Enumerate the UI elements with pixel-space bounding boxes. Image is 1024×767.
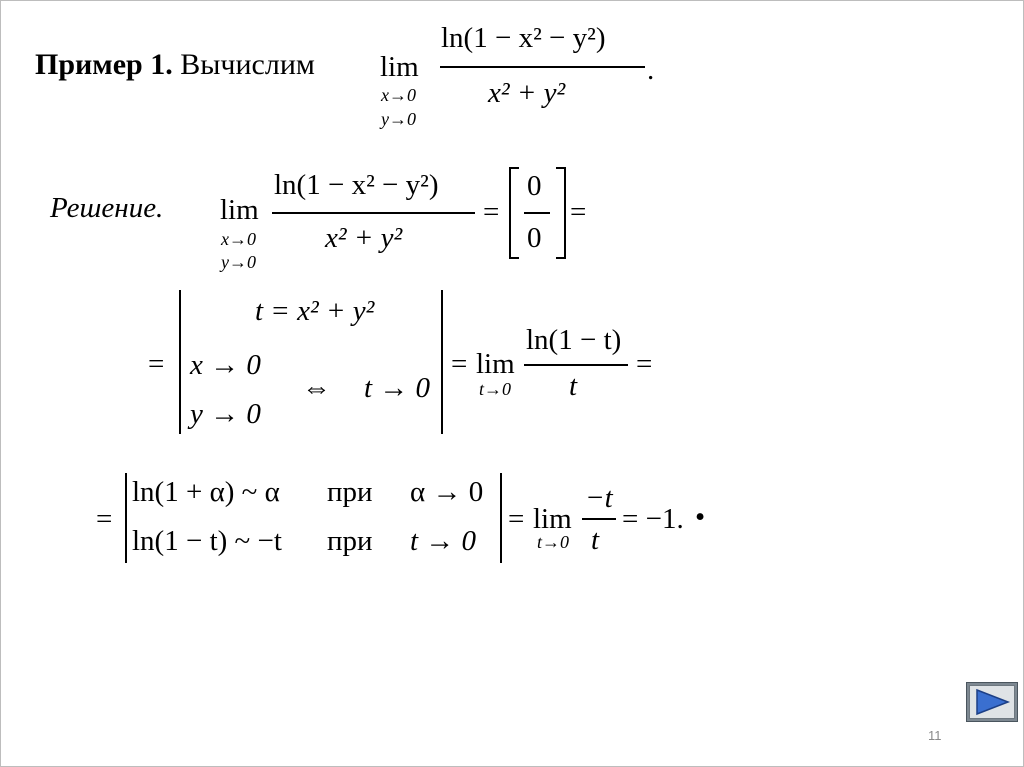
fraction-3-bar bbox=[524, 364, 628, 366]
solution-label: Решение. bbox=[50, 192, 164, 224]
zero-numerator: 0 bbox=[527, 170, 542, 202]
pri-2: при bbox=[327, 525, 373, 557]
fraction-4-bar bbox=[582, 518, 616, 520]
result: = −1. bbox=[622, 503, 684, 535]
zero-denominator: 0 bbox=[527, 222, 542, 254]
example-label: Пример 1. bbox=[35, 48, 173, 81]
equals-6: = bbox=[96, 503, 113, 535]
equals-3: = bbox=[148, 348, 165, 380]
fraction-2-denominator: x² + y² bbox=[325, 222, 403, 254]
equals-1: = bbox=[483, 196, 500, 228]
heading-period: . bbox=[647, 54, 655, 86]
alpha-arrow: α → 0 bbox=[410, 476, 484, 508]
example-text: Вычислим bbox=[180, 48, 315, 81]
equals-7: = bbox=[508, 503, 525, 535]
lim-2-sub-y: y→0 bbox=[221, 252, 256, 272]
end-marker: • bbox=[695, 501, 706, 533]
equiv-bar-right bbox=[500, 473, 502, 563]
fraction-4-numerator: −t bbox=[585, 482, 613, 514]
next-slide-button[interactable] bbox=[966, 682, 1018, 722]
equiv-bar-left bbox=[125, 473, 127, 563]
subst-bar-left bbox=[179, 290, 181, 434]
pri-1: при bbox=[327, 476, 373, 508]
lim-3-sub-t: t→0 bbox=[479, 379, 512, 399]
equals-2: = bbox=[570, 196, 587, 228]
lim-4: lim bbox=[533, 503, 572, 535]
subst-t-def: t = x² + y² bbox=[255, 295, 375, 327]
fraction-1-bar bbox=[440, 66, 645, 68]
page-number: 11 bbox=[928, 728, 942, 743]
fraction-1-numerator: ln(1 − x² − y²) bbox=[441, 22, 606, 54]
zero-bar bbox=[524, 212, 550, 214]
equiv-line-2: ln(1 − t) ~ −t bbox=[132, 525, 282, 557]
fraction-4-denominator: t bbox=[591, 524, 600, 556]
play-right-icon bbox=[966, 682, 1018, 722]
equiv-line-1: ln(1 + α) ~ α bbox=[132, 476, 280, 508]
lim-2: lim bbox=[220, 194, 259, 226]
fraction-1-denominator: x² + y² bbox=[488, 77, 566, 109]
bracket-left bbox=[509, 167, 519, 259]
example-heading bbox=[35, 50, 315, 80]
t-arrow: t → 0 bbox=[410, 525, 477, 557]
lim-1-sub-x: x→0 bbox=[381, 85, 416, 105]
subst-t-arrow: t → 0 bbox=[364, 372, 431, 404]
fraction-3-denominator: t bbox=[569, 370, 578, 402]
subst-x-arrow: x → 0 bbox=[190, 349, 261, 381]
subst-bar-right bbox=[441, 290, 443, 434]
fraction-3-numerator: ln(1 − t) bbox=[526, 324, 622, 356]
fraction-2-numerator: ln(1 − x² − y²) bbox=[274, 169, 439, 201]
fraction-2-bar bbox=[272, 212, 475, 214]
equals-5: = bbox=[636, 348, 653, 380]
lim-1: lim bbox=[380, 51, 419, 83]
lim-3: lim bbox=[476, 348, 515, 380]
equals-4: = bbox=[451, 348, 468, 380]
lim-2-sub-x: x→0 bbox=[221, 229, 256, 249]
bracket-right bbox=[556, 167, 566, 259]
lim-1-sub-y: y→0 bbox=[381, 109, 416, 129]
subst-y-arrow: y → 0 bbox=[190, 398, 261, 430]
equiv-icon: ⇔ bbox=[302, 372, 331, 404]
lim-4-sub-t: t→0 bbox=[537, 532, 570, 552]
